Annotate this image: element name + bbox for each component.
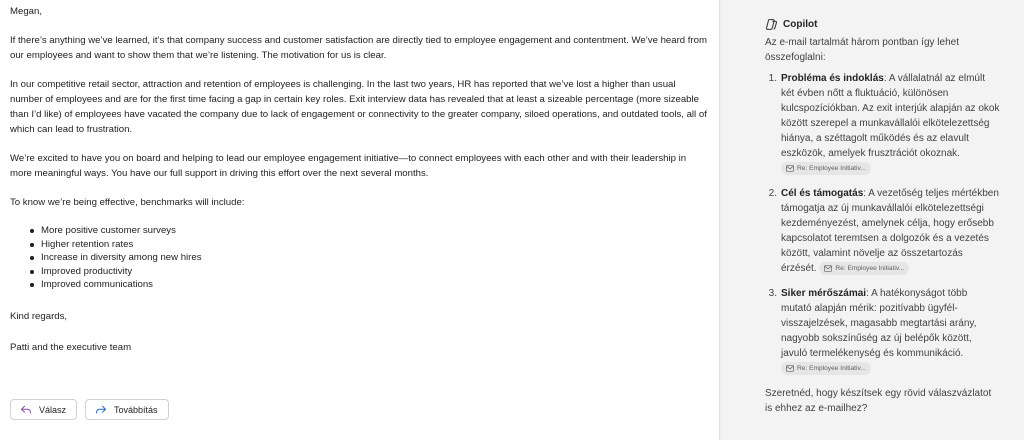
summary-item <box>765 71 1000 176</box>
copilot-intro: Az e-mail tartalmát három pontban így lehet összefoglalni: <box>765 37 959 63</box>
citation-chip[interactable] <box>819 262 909 275</box>
summary-item <box>765 186 1000 276</box>
copilot-header <box>765 18 1000 31</box>
benchmark-item: Improved productivity <box>30 265 709 279</box>
copilot-logo-icon <box>765 18 778 31</box>
benchmark-item: Higher retention rates <box>30 238 709 252</box>
summary-number: 2. <box>768 188 777 199</box>
summary-text: : A vezetőség teljes mértékben támogatja az új munkavállalói elkötelezettségi kezdeményezést, amelynek célja, hogy erősebb kapcsolatot teremtsen a dolgozók és a vezetés között, valamint növelje az összetartozás érzését. <box>781 188 999 274</box>
forward-button[interactable] <box>85 399 169 420</box>
summary-list <box>765 71 1000 376</box>
forward-label: Továbbítás <box>114 404 158 415</box>
email-paragraph: In our competitive retail sector, attraction and retention of employees is challenging. In the last two years, HR has reported that we’ve lost a higher than usual number of employees and are for the first time facing a gap in certain key roles. Exit interview data has revealed that at least a sizeable percentage (more sizeable than I’d like) of employees have vacated the company due to lack of engagement or connectivity to the greater company, siloed operations, and outdated tools, all of which can lead to frustration. <box>10 79 707 135</box>
summary-heading: Cél és támogatás <box>781 188 864 199</box>
email-salutation: Megan, <box>10 6 42 17</box>
citation-label: Re: Employee Initiativ... <box>835 265 905 273</box>
copilot-title: Copilot <box>783 19 818 30</box>
summary-heading: Probléma és indoklás <box>781 73 884 84</box>
mail-icon <box>786 365 794 372</box>
email-paragraph: If there’s anything we’ve learned, it’s that company success and customer satisfaction are directly tied to employee engagement and contentment. We’ve heard from our employees and want to show them that we’re listening. The motivation for us is clear. <box>10 35 707 61</box>
benchmark-item: Improved communications <box>30 278 709 292</box>
copilot-pane <box>722 0 1024 440</box>
mail-icon <box>824 265 832 272</box>
email-closing: Kind regards, <box>10 310 68 322</box>
citation-chip[interactable] <box>781 362 871 375</box>
benchmark-item: More positive customer surveys <box>30 224 709 238</box>
summary-text: : A hatékonyságot több mutató alapján mérik: pozitívabb ügyfél-visszajelzések, magasabb megtartási arány, nagyobb sokszínűség az új belépők között, javuló termelékenység és kommunikáció. <box>781 288 977 359</box>
copilot-followup-question: Szeretnéd, hogy készítsek egy rövid válaszvázlatot is ehhez az e-mailhez? <box>765 388 992 414</box>
reply-label: Válasz <box>39 404 67 415</box>
benchmark-item: Increase in diversity among new hires <box>30 251 709 265</box>
mail-icon <box>786 165 794 172</box>
reply-icon <box>20 404 32 416</box>
email-actions <box>10 399 169 420</box>
email-signature: Patti and the executive team <box>10 341 132 353</box>
summary-heading: Siker mérőszámai <box>781 288 867 299</box>
benchmark-list <box>30 224 709 292</box>
copilot-response <box>738 0 1014 440</box>
email-paragraph: To know we’re being effective, benchmarks will include: <box>10 197 245 208</box>
citation-chip[interactable] <box>781 162 871 175</box>
citation-label: Re: Employee Initiativ... <box>797 365 866 373</box>
citation-label: Re: Employee Initiativ... <box>797 165 866 173</box>
summary-text: : A vállalatnál az elmúlt két évben nőtt a fluktuáció, különösen kulcspozíciókban. Az exit interjúk alapján az okok között szerepel a munkavállalói elkötelezettség hiánya, a széttagolt működés és az elavult eszközök, amelyek frusztrációt okoznak. <box>781 73 1000 159</box>
email-body <box>10 4 709 355</box>
summary-number: 3. <box>768 288 777 299</box>
summary-number: 1. <box>768 73 777 84</box>
summary-item <box>765 286 1000 376</box>
email-paragraph: We’re excited to have you on board and helping to lead our employee engagement initiative—to connect employees with each other and with their leadership in more meaningful ways. You have our full support in driving this effort over the next several months. <box>10 153 687 179</box>
reply-button[interactable] <box>10 399 77 420</box>
forward-icon <box>95 404 107 416</box>
